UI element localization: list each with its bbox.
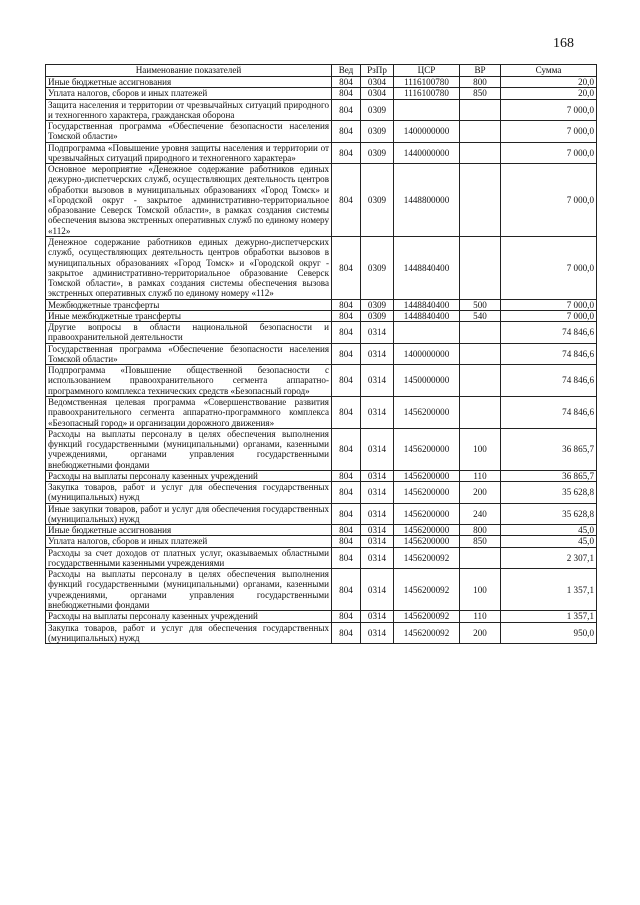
cell-vr bbox=[460, 121, 501, 143]
table-row bbox=[46, 365, 597, 397]
cell-ved: 804 bbox=[332, 547, 361, 569]
budget-table bbox=[45, 64, 597, 644]
cell-csr: 1456200092 bbox=[394, 611, 460, 622]
cell-ved: 804 bbox=[332, 536, 361, 547]
cell-sum: 1 357,1 bbox=[501, 611, 597, 622]
header-vr: ВР bbox=[460, 65, 501, 77]
cell-ved: 804 bbox=[332, 482, 361, 504]
cell-ved: 804 bbox=[332, 622, 361, 644]
cell-vr: 850 bbox=[460, 536, 501, 547]
cell-ved: 804 bbox=[332, 121, 361, 143]
cell-csr: 1400000000 bbox=[394, 343, 460, 365]
cell-vr bbox=[460, 236, 501, 299]
cell-csr bbox=[394, 99, 460, 121]
cell-rzpr: 0304 bbox=[361, 77, 394, 88]
cell-vr: 110 bbox=[460, 611, 501, 622]
cell-vr: 110 bbox=[460, 470, 501, 481]
cell-name: Защита населения и территории от чрезвычайных ситуаций природного и техногенного характера, гражданская оборона bbox=[46, 99, 332, 121]
cell-sum: 36 865,7 bbox=[501, 470, 597, 481]
cell-ved: 804 bbox=[332, 396, 361, 428]
cell-vr bbox=[460, 343, 501, 365]
cell-sum: 950,0 bbox=[501, 622, 597, 644]
cell-csr: 1448800000 bbox=[394, 164, 460, 237]
cell-sum: 7 000,0 bbox=[501, 164, 597, 237]
cell-name: Иные бюджетные ассигнования bbox=[46, 525, 332, 536]
table-row bbox=[46, 77, 597, 88]
cell-ved: 804 bbox=[332, 322, 361, 344]
cell-rzpr: 0309 bbox=[361, 99, 394, 121]
table-row bbox=[46, 396, 597, 428]
table-row bbox=[46, 88, 597, 99]
cell-rzpr: 0314 bbox=[361, 611, 394, 622]
cell-sum: 45,0 bbox=[501, 525, 597, 536]
cell-vr: 850 bbox=[460, 88, 501, 99]
cell-ved: 804 bbox=[332, 77, 361, 88]
cell-name: Государственная программа «Обеспечение безопасности населения Томской области» bbox=[46, 343, 332, 365]
cell-rzpr: 0314 bbox=[361, 396, 394, 428]
cell-rzpr: 0314 bbox=[361, 547, 394, 569]
cell-ved: 804 bbox=[332, 503, 361, 525]
cell-ved: 804 bbox=[332, 164, 361, 237]
cell-csr: 1440000000 bbox=[394, 142, 460, 164]
table-row bbox=[46, 622, 597, 644]
cell-csr: 1456200000 bbox=[394, 470, 460, 481]
cell-vr: 200 bbox=[460, 622, 501, 644]
cell-ved: 804 bbox=[332, 470, 361, 481]
cell-csr: 1456200000 bbox=[394, 503, 460, 525]
table-row bbox=[46, 470, 597, 481]
cell-vr: 800 bbox=[460, 77, 501, 88]
cell-csr: 1116100780 bbox=[394, 88, 460, 99]
cell-csr: 1456200092 bbox=[394, 622, 460, 644]
cell-name: Иные закупки товаров, работ и услуг для обеспечения государственных (муниципальных) нужд bbox=[46, 503, 332, 525]
cell-sum: 20,0 bbox=[501, 88, 597, 99]
cell-name: Ведомственная целевая программа «Совершенствование развития правоохранительного сегмента аппаратно-программного комплекса «Безопасный город» и организации дорожного движения» bbox=[46, 396, 332, 428]
cell-rzpr: 0304 bbox=[361, 88, 394, 99]
cell-rzpr: 0314 bbox=[361, 503, 394, 525]
table-row bbox=[46, 99, 597, 121]
cell-name: Государственная программа «Обеспечение безопасности населения Томской области» bbox=[46, 121, 332, 143]
cell-sum: 35 628,8 bbox=[501, 503, 597, 525]
cell-sum: 7 000,0 bbox=[501, 310, 597, 321]
cell-sum: 74 846,6 bbox=[501, 365, 597, 397]
cell-csr: 1456200000 bbox=[394, 428, 460, 470]
cell-rzpr: 0314 bbox=[361, 322, 394, 344]
cell-vr bbox=[460, 396, 501, 428]
cell-name: Подпрограмма «Повышение уровня защиты населения и территории от чрезвычайных ситуаций природного и техногенного характера» bbox=[46, 142, 332, 164]
cell-rzpr: 0314 bbox=[361, 536, 394, 547]
cell-ved: 804 bbox=[332, 142, 361, 164]
table-row bbox=[46, 547, 597, 569]
cell-ved: 804 bbox=[332, 99, 361, 121]
cell-sum: 7 000,0 bbox=[501, 299, 597, 310]
page-number: 168 bbox=[553, 36, 574, 51]
cell-sum: 2 307,1 bbox=[501, 547, 597, 569]
cell-ved: 804 bbox=[332, 525, 361, 536]
header-csr: ЦСР bbox=[394, 65, 460, 77]
cell-csr: 1456200000 bbox=[394, 525, 460, 536]
cell-sum: 74 846,6 bbox=[501, 322, 597, 344]
header-name: Наименование показателей bbox=[46, 65, 332, 77]
cell-rzpr: 0314 bbox=[361, 470, 394, 481]
cell-name: Подпрограмма «Повышение общественной безопасности с использованием правоохранительного сегмента аппаратно-программного комплекса технических средств «Безопасный город» bbox=[46, 365, 332, 397]
cell-csr: 1456200092 bbox=[394, 547, 460, 569]
table-row bbox=[46, 343, 597, 365]
cell-csr: 1456200000 bbox=[394, 396, 460, 428]
cell-vr: 500 bbox=[460, 299, 501, 310]
cell-ved: 804 bbox=[332, 569, 361, 611]
cell-sum: 20,0 bbox=[501, 77, 597, 88]
table-row bbox=[46, 121, 597, 143]
header-ved: Вед bbox=[332, 65, 361, 77]
cell-csr: 1450000000 bbox=[394, 365, 460, 397]
cell-sum: 36 865,7 bbox=[501, 428, 597, 470]
cell-name: Иные бюджетные ассигнования bbox=[46, 77, 332, 88]
cell-vr bbox=[460, 99, 501, 121]
cell-rzpr: 0314 bbox=[361, 525, 394, 536]
cell-sum: 7 000,0 bbox=[501, 236, 597, 299]
table-row bbox=[46, 310, 597, 321]
cell-sum: 74 846,6 bbox=[501, 343, 597, 365]
cell-sum: 74 846,6 bbox=[501, 396, 597, 428]
cell-sum: 1 357,1 bbox=[501, 569, 597, 611]
cell-vr bbox=[460, 547, 501, 569]
table-row bbox=[46, 299, 597, 310]
cell-ved: 804 bbox=[332, 365, 361, 397]
cell-rzpr: 0314 bbox=[361, 365, 394, 397]
cell-vr: 200 bbox=[460, 482, 501, 504]
table-row bbox=[46, 611, 597, 622]
cell-csr: 1448840400 bbox=[394, 299, 460, 310]
cell-ved: 804 bbox=[332, 343, 361, 365]
cell-rzpr: 0309 bbox=[361, 310, 394, 321]
cell-rzpr: 0314 bbox=[361, 482, 394, 504]
cell-vr bbox=[460, 164, 501, 237]
cell-name: Другие вопросы в области национальной безопасности и правоохранительной деятельности bbox=[46, 322, 332, 344]
cell-name: Расходы за счет доходов от платных услуг, оказываемых областными государственными казенными учреждениями bbox=[46, 547, 332, 569]
table-row bbox=[46, 525, 597, 536]
cell-sum: 45,0 bbox=[501, 536, 597, 547]
cell-name: Расходы на выплаты персоналу в целях обеспечения выполнения функций государственными (муниципальными) органами, казенными учреждениями, органами управления государственными внебюджетными фондами bbox=[46, 569, 332, 611]
cell-csr: 1400000000 bbox=[394, 121, 460, 143]
cell-csr: 1448840400 bbox=[394, 310, 460, 321]
cell-vr: 240 bbox=[460, 503, 501, 525]
cell-vr bbox=[460, 322, 501, 344]
cell-vr: 100 bbox=[460, 428, 501, 470]
table-row bbox=[46, 322, 597, 344]
cell-csr: 1456200000 bbox=[394, 536, 460, 547]
cell-ved: 804 bbox=[332, 88, 361, 99]
header-sum: Сумма bbox=[501, 65, 597, 77]
cell-rzpr: 0314 bbox=[361, 428, 394, 470]
cell-vr: 800 bbox=[460, 525, 501, 536]
table-row bbox=[46, 569, 597, 611]
cell-rzpr: 0309 bbox=[361, 236, 394, 299]
table-header-row bbox=[46, 65, 597, 77]
cell-csr: 1456200092 bbox=[394, 569, 460, 611]
header-rzpr: РзПр bbox=[361, 65, 394, 77]
table-row bbox=[46, 428, 597, 470]
cell-ved: 804 bbox=[332, 310, 361, 321]
table-row bbox=[46, 236, 597, 299]
table-row bbox=[46, 536, 597, 547]
cell-name: Расходы на выплаты персоналу казенных учреждений bbox=[46, 611, 332, 622]
cell-csr bbox=[394, 322, 460, 344]
cell-vr: 100 bbox=[460, 569, 501, 611]
cell-ved: 804 bbox=[332, 611, 361, 622]
table-row bbox=[46, 164, 597, 237]
cell-name: Иные межбюджетные трансферты bbox=[46, 310, 332, 321]
cell-name: Расходы на выплаты персоналу казенных учреждений bbox=[46, 470, 332, 481]
cell-name: Уплата налогов, сборов и иных платежей bbox=[46, 536, 332, 547]
cell-rzpr: 0309 bbox=[361, 142, 394, 164]
cell-rzpr: 0309 bbox=[361, 121, 394, 143]
cell-vr bbox=[460, 142, 501, 164]
cell-vr bbox=[460, 365, 501, 397]
cell-sum: 7 000,0 bbox=[501, 121, 597, 143]
cell-sum: 7 000,0 bbox=[501, 99, 597, 121]
cell-name: Расходы на выплаты персоналу в целях обеспечения выполнения функций государственными (муниципальными) органами, казенными учреждениями, органами управления государственными внебюджетными фондами bbox=[46, 428, 332, 470]
table-body bbox=[46, 77, 597, 644]
cell-csr: 1456200000 bbox=[394, 482, 460, 504]
cell-name: Уплата налогов, сборов и иных платежей bbox=[46, 88, 332, 99]
table-row bbox=[46, 142, 597, 164]
cell-sum: 35 628,8 bbox=[501, 482, 597, 504]
cell-rzpr: 0309 bbox=[361, 164, 394, 237]
cell-name: Закупка товаров, работ и услуг для обеспечения государственных (муниципальных) нужд bbox=[46, 482, 332, 504]
cell-ved: 804 bbox=[332, 428, 361, 470]
cell-name: Денежное содержание работников единых дежурно-диспетчерских служб, осуществляющих деятельность центров обработки вызовов в муниципальных образованиях «Город Томск» и «Городской округ - закрытое административно-территориальное образование Северск Томской области», в рамках создания системы обеспечения вызова экстренных оперативных служб по единому номеру «112» bbox=[46, 236, 332, 299]
cell-csr: 1116100780 bbox=[394, 77, 460, 88]
cell-rzpr: 0314 bbox=[361, 569, 394, 611]
cell-rzpr: 0309 bbox=[361, 299, 394, 310]
cell-vr: 540 bbox=[460, 310, 501, 321]
table-row bbox=[46, 482, 597, 504]
cell-name: Основное мероприятие «Денежное содержание работников единых дежурно-диспетчерских служб, осуществляющих деятельность центров обработки вызовов в муниципальных образованиях «Город Томск» и «Городской округ - закрытое административно-территориальное образование Северск Томской области», в рамках создания системы обеспечения вызова экстренных оперативных служб по единому номеру «112» bbox=[46, 164, 332, 237]
cell-sum: 7 000,0 bbox=[501, 142, 597, 164]
cell-name: Межбюджетные трансферты bbox=[46, 299, 332, 310]
cell-ved: 804 bbox=[332, 299, 361, 310]
table-row bbox=[46, 503, 597, 525]
cell-rzpr: 0314 bbox=[361, 622, 394, 644]
cell-ved: 804 bbox=[332, 236, 361, 299]
cell-name: Закупка товаров, работ и услуг для обеспечения государственных (муниципальных) нужд bbox=[46, 622, 332, 644]
cell-rzpr: 0314 bbox=[361, 343, 394, 365]
cell-csr: 1448840400 bbox=[394, 236, 460, 299]
